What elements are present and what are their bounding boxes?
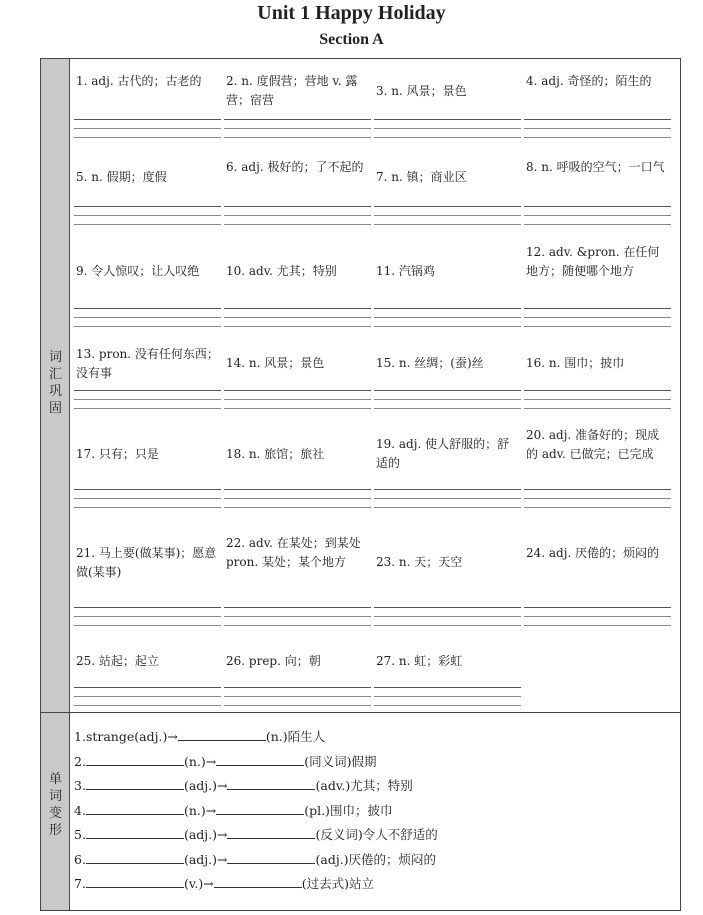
word-form-row <box>74 726 325 746</box>
answer-line[interactable] <box>224 206 371 207</box>
answer-blank[interactable] <box>86 873 184 888</box>
answer-line[interactable] <box>224 687 371 688</box>
vocab-item <box>374 518 521 634</box>
word-form-row <box>74 775 413 795</box>
part-of-speech: (n.) <box>183 802 206 818</box>
vocab-definition: 23. n. 天；天空 <box>376 555 463 569</box>
answer-line[interactable] <box>224 616 371 617</box>
vocab-definition: 13. pron. 没有任何东西；没有事 <box>76 346 219 380</box>
vocab-item <box>74 419 221 516</box>
answer-line[interactable] <box>224 705 371 706</box>
part-of-speech: (adj.) <box>183 851 217 867</box>
vocab-item <box>74 518 221 634</box>
answer-line[interactable] <box>74 215 221 216</box>
word-form-row <box>74 800 392 820</box>
answer-line[interactable] <box>524 326 671 327</box>
answer-line[interactable] <box>74 317 221 318</box>
answer-line[interactable] <box>374 507 521 508</box>
arrow-icon: → <box>203 876 214 891</box>
answer-line[interactable] <box>374 625 521 626</box>
answer-line[interactable] <box>374 326 521 327</box>
answer-line[interactable] <box>74 119 221 120</box>
answer-line[interactable] <box>224 317 371 318</box>
forms-section-label <box>41 771 70 839</box>
part-of-speech: (n.) <box>183 753 206 769</box>
item-number: 7. <box>74 876 86 891</box>
answer-line[interactable] <box>524 616 671 617</box>
answer-line[interactable] <box>224 215 371 216</box>
answer-line[interactable] <box>374 128 521 129</box>
arrow-icon: → <box>205 802 217 818</box>
answer-line[interactable] <box>74 399 221 400</box>
form-type: (n.) <box>265 729 288 744</box>
answer-line[interactable] <box>224 119 371 120</box>
answer-line[interactable] <box>524 390 671 391</box>
answer-line[interactable] <box>374 399 521 400</box>
answer-blank[interactable] <box>227 849 315 864</box>
vocab-item <box>224 148 371 233</box>
answer-line[interactable] <box>524 607 671 608</box>
forms-label-char: 形 <box>48 823 62 838</box>
arrow-icon: → <box>205 753 217 769</box>
answer-line[interactable] <box>74 498 221 499</box>
vocab-item <box>374 148 521 233</box>
vocab-definition: 26. prep. 向；朝 <box>226 654 321 668</box>
vocab-item <box>74 148 221 233</box>
vocab-definition: 22. adv. 在某处；到某处 pron. 某处；某个地方 <box>226 536 361 569</box>
answer-line[interactable] <box>74 308 221 309</box>
vocab-definition: 10. adv. 尤其；特别 <box>226 264 337 278</box>
vocab-item <box>524 419 671 516</box>
meaning: 假期 <box>351 753 377 769</box>
answer-line[interactable] <box>74 507 221 508</box>
arrow-icon: → <box>217 851 228 867</box>
vocab-definition: 24. adj. 厌倦的；烦闷的 <box>526 545 660 560</box>
forms-label-char: 单 <box>48 772 62 787</box>
answer-line[interactable] <box>74 224 221 225</box>
vocab-item <box>224 518 371 634</box>
answer-line[interactable] <box>374 206 521 207</box>
form-type: (同义词) <box>304 753 352 769</box>
answer-line[interactable] <box>524 215 671 216</box>
vocab-item <box>374 63 521 146</box>
form-type: (pl.) <box>304 802 330 818</box>
item-number: 6. <box>74 851 86 867</box>
answer-line[interactable] <box>374 215 521 216</box>
answer-blank[interactable] <box>86 800 184 815</box>
item-number: 2. <box>74 753 86 769</box>
word-form-row <box>74 824 438 844</box>
answer-line[interactable] <box>374 705 521 706</box>
answer-blank[interactable] <box>216 800 304 815</box>
arrow-icon: → <box>217 778 228 793</box>
vocab-item <box>374 419 521 516</box>
vocab-item <box>374 636 521 714</box>
vocab-item <box>524 148 671 233</box>
answer-line[interactable] <box>374 489 521 490</box>
forms-label-char: 词 <box>48 789 62 804</box>
vocab-definition: 4. adj. 奇怪的；陌生的 <box>526 74 652 88</box>
vocab-label-char: 词 <box>48 350 62 365</box>
meaning: 厌倦的；烦闷的 <box>348 851 437 867</box>
answer-line[interactable] <box>74 625 221 626</box>
answer-line[interactable] <box>74 137 221 138</box>
vocab-item <box>74 235 221 335</box>
form-type: (adj.) <box>315 851 349 867</box>
vocab-definition: 7. n. 镇；商业区 <box>376 169 467 184</box>
answer-line[interactable] <box>374 317 521 318</box>
vocab-item <box>224 235 371 335</box>
answer-line[interactable] <box>524 137 671 138</box>
answer-line[interactable] <box>374 687 521 688</box>
vocab-item <box>224 337 371 417</box>
meaning: 围巾；披巾 <box>329 802 393 818</box>
vocab-item <box>524 518 671 634</box>
answer-line[interactable] <box>374 498 521 499</box>
answer-line[interactable] <box>524 119 671 120</box>
vocab-definition: 15. n. 丝绸；(蚕)丝 <box>376 356 484 370</box>
vocab-definition: 25. 站起；起立 <box>76 654 159 668</box>
arrow-icon: → <box>217 827 228 842</box>
answer-line[interactable] <box>224 399 371 400</box>
answer-line[interactable] <box>74 390 221 391</box>
answer-line[interactable] <box>524 507 671 508</box>
vocab-definition: 18. n. 旅馆；旅社 <box>226 446 325 461</box>
answer-line[interactable] <box>74 705 221 706</box>
worksheet-table <box>40 58 681 911</box>
vocab-definition: 8. n. 呼吸的空气；一口气 <box>526 160 665 174</box>
page-title: Unit 1 Happy Holiday <box>257 2 446 24</box>
vocab-definition: 21. 马上要(做某事)；愿意做(某事) <box>76 545 217 579</box>
answer-line[interactable] <box>524 498 671 499</box>
section-title: Section A <box>319 31 384 48</box>
answer-blank[interactable] <box>86 824 184 839</box>
vocab-definition: 2. n. 度假营；营地 v. 露营；宿营 <box>226 74 358 107</box>
vocab-definition: 12. adv. &pron. 在任何地方；随便哪个地方 <box>526 245 660 278</box>
answer-line[interactable] <box>224 308 371 309</box>
answer-blank[interactable] <box>178 726 266 741</box>
item-number: 5. <box>74 827 86 842</box>
vocab-label-char: 巩 <box>48 384 62 399</box>
part-of-speech: (adj.) <box>183 778 217 793</box>
vocab-definition: 1. adj. 古代的；古老的 <box>76 74 202 88</box>
answer-line[interactable] <box>524 408 671 409</box>
answer-blank[interactable] <box>216 751 304 766</box>
answer-line[interactable] <box>374 308 521 309</box>
answer-line[interactable] <box>224 137 371 138</box>
answer-blank[interactable] <box>227 775 315 790</box>
vocab-item <box>524 63 671 146</box>
answer-line[interactable] <box>74 206 221 207</box>
word-form-row <box>74 751 376 771</box>
answer-line[interactable] <box>524 625 671 626</box>
answer-line[interactable] <box>524 206 671 207</box>
vocab-item <box>524 235 671 335</box>
vocab-item <box>74 63 221 146</box>
forms-label-char: 变 <box>48 806 62 821</box>
answer-line[interactable] <box>224 224 371 225</box>
vocab-definition: 20. adj. 准备好的；现成的 adv. 已做完；已完成 <box>526 427 660 461</box>
answer-line[interactable] <box>524 399 671 400</box>
answer-line[interactable] <box>224 607 371 608</box>
answer-line[interactable] <box>224 625 371 626</box>
answer-line[interactable] <box>374 224 521 225</box>
answer-line[interactable] <box>374 607 521 608</box>
vocab-definition: 11. 汽锅鸡 <box>376 264 435 278</box>
meaning: 陌生人 <box>287 729 326 744</box>
vocab-definition: 3. n. 风景；景色 <box>376 83 467 98</box>
vocab-section-label <box>41 349 70 417</box>
part-of-speech: (adj.) <box>134 729 168 744</box>
form-type: (adv.) <box>315 778 351 793</box>
vocab-label-char: 汇 <box>48 367 62 382</box>
answer-line[interactable] <box>374 119 521 120</box>
arrow-icon: → <box>167 729 178 744</box>
vocab-definition: 16. n. 围巾；披巾 <box>526 356 625 370</box>
item-number: 3. <box>74 778 86 793</box>
vocab-label-char: 固 <box>48 401 62 416</box>
answer-line[interactable] <box>224 696 371 697</box>
answer-line[interactable] <box>74 687 221 688</box>
answer-line[interactable] <box>74 128 221 129</box>
answer-blank[interactable] <box>227 824 315 839</box>
vocab-definition: 6. adj. 极好的；了不起的 <box>226 160 364 174</box>
answer-line[interactable] <box>524 128 671 129</box>
answer-blank[interactable] <box>214 873 302 888</box>
vocab-item <box>524 337 671 417</box>
word-form-row <box>74 849 436 869</box>
answer-line[interactable] <box>74 326 221 327</box>
vocab-definition: 9. 令人惊叹；让人叹绝 <box>76 264 200 278</box>
answer-line[interactable] <box>74 616 221 617</box>
word-form-row <box>74 873 374 893</box>
answer-line[interactable] <box>224 326 371 327</box>
form-type: (反义词) <box>315 827 363 842</box>
answer-line[interactable] <box>524 489 671 490</box>
answer-blank[interactable] <box>86 775 184 790</box>
vocab-item <box>374 235 521 335</box>
answer-line[interactable] <box>74 696 221 697</box>
vocab-item <box>224 636 371 714</box>
answer-line[interactable] <box>524 308 671 309</box>
form-type: (过去式) <box>301 876 349 891</box>
answer-line[interactable] <box>374 390 521 391</box>
answer-line[interactable] <box>74 489 221 490</box>
item-number: 4. <box>74 802 86 818</box>
vocab-item <box>74 337 221 417</box>
answer-line[interactable] <box>524 317 671 318</box>
answer-blank[interactable] <box>86 751 184 766</box>
vocab-definition: 17. 只有；只是 <box>76 446 159 461</box>
answer-line[interactable] <box>374 696 521 697</box>
vocab-definition: 19. adj. 使人舒服的；舒适的 <box>376 437 510 470</box>
answer-line[interactable] <box>224 408 371 409</box>
vocab-definition: 14. n. 风景；景色 <box>226 356 325 370</box>
meaning: 令人不舒适的 <box>362 827 438 842</box>
answer-line[interactable] <box>224 390 371 391</box>
answer-line[interactable] <box>374 408 521 409</box>
answer-line[interactable] <box>224 507 371 508</box>
part-of-speech: (v.) <box>183 876 204 891</box>
vocab-item <box>224 419 371 516</box>
answer-line[interactable] <box>524 224 671 225</box>
vocab-definition: 27. n. 虹；彩虹 <box>376 654 463 668</box>
vocab-item <box>74 636 221 714</box>
answer-line[interactable] <box>374 616 521 617</box>
answer-line[interactable] <box>374 137 521 138</box>
part-of-speech: (adj.) <box>183 827 217 842</box>
meaning: 站立 <box>349 876 375 891</box>
vocab-item <box>224 63 371 146</box>
item-number: 1. <box>74 729 86 744</box>
given-word: strange <box>85 729 135 744</box>
answer-line[interactable] <box>74 607 221 608</box>
answer-blank[interactable] <box>86 849 184 864</box>
answer-line[interactable] <box>224 498 371 499</box>
meaning: 尤其；特别 <box>350 778 413 793</box>
answer-line[interactable] <box>224 489 371 490</box>
vocab-definition: 5. n. 假期；度假 <box>76 169 167 184</box>
answer-line[interactable] <box>74 408 221 409</box>
answer-line[interactable] <box>224 128 371 129</box>
vocab-item <box>374 337 521 417</box>
